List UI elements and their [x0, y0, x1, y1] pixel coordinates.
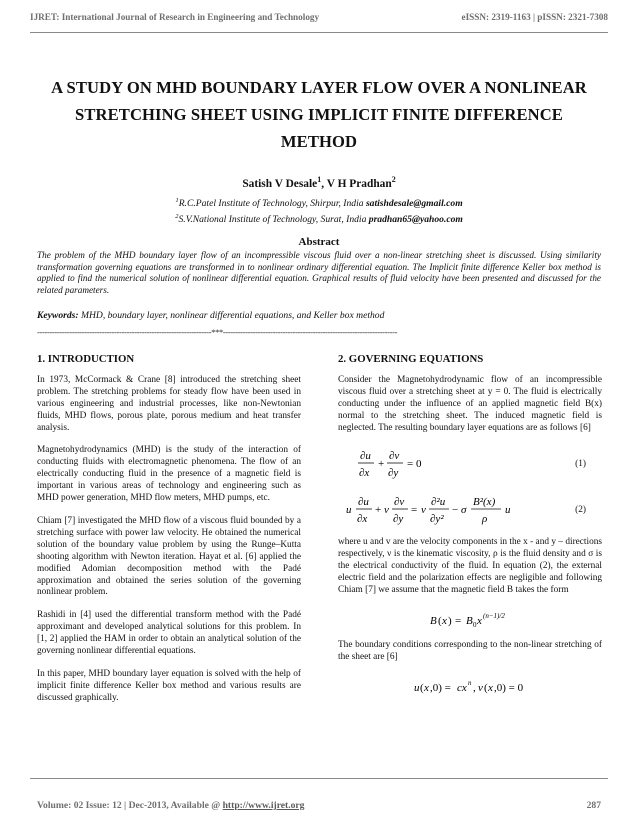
svg-text:x: x [424, 681, 429, 694]
intro-paragraph: Rashidi in [4] used the differential transform method with the Padé approximant and developed analytical solutions for this problem. In [1, 2] applied the HAM in order to obtain an analytical solution of the governing nonlinear differential equations. [37, 610, 301, 657]
svg-text:cx: cx [457, 681, 467, 694]
svg-text:=: = [411, 504, 418, 517]
svg-text:n: n [468, 678, 472, 687]
intro-heading: 1. INTRODUCTION [37, 353, 135, 365]
svg-text:∂y: ∂y [388, 467, 399, 480]
svg-text:,0) = 0: ,0) = 0 [494, 681, 524, 694]
equation-1-number: (1) [575, 459, 586, 470]
svg-text:u: u [346, 504, 352, 517]
header-rule [30, 32, 608, 33]
svg-text:B²(x): B²(x) [473, 496, 496, 509]
svg-text:+: + [378, 458, 385, 471]
svg-text:+: + [375, 504, 382, 517]
svg-text:(n−1)/2: (n−1)/2 [483, 611, 505, 620]
svg-text:∂y: ∂y [393, 513, 404, 526]
left-column [37, 354, 301, 716]
svg-text:(: ( [420, 681, 424, 694]
email-1[interactable]: satishdesale@gmail.com [365, 198, 463, 210]
svg-text:∂²u: ∂²u [431, 496, 446, 509]
svg-text:x: x [477, 614, 482, 627]
governing-paragraph-3: The boundary conditions corresponding to the non-linear stretching of the sheet are [6] [338, 639, 602, 662]
issn: eISSN: 2319-1163 | pISSN: 2321-7308 [461, 12, 608, 22]
intro-paragraph: In 1973, McCormack & Crane [8] introduced the stretching sheet problem. The stretching problems for steady flow have been used in various engineering and industrial processes, like non-Newtonian fluids, MHD flows, porous plate, porous medium and heat transfer analysis. [37, 374, 301, 433]
svg-text:ρ: ρ [482, 513, 488, 526]
author-1-sup: 1 [317, 175, 322, 184]
svg-text:v: v [384, 504, 389, 517]
svg-text:∂v: ∂v [394, 496, 405, 509]
journal-name: IJRET: International Journal of Research in Engineering and Technology [30, 12, 320, 22]
running-header [30, 12, 608, 22]
svg-text:−: − [452, 504, 459, 517]
svg-text:∂u: ∂u [358, 496, 369, 509]
abstract-heading: Abstract [298, 236, 340, 248]
svg-text:0: 0 [473, 620, 477, 629]
equation-1 [338, 445, 602, 485]
svg-text:v: v [478, 681, 483, 694]
governing-paragraph-1: Consider the Magnetohydrodynamic flow of an incompressible viscous fluid over a stretching sheet at y = 0. The fluid is electrically conducting under the influence of an applied magnetic field B(x) normal to the stretching sheet. The induced magnetic field is neglected. The resulting boundary layer equations are as follows [6] [338, 374, 602, 433]
governing-paragraph-2: where u and v are the velocity components in the x - and y – directions respectively, ν is the kinematic viscosity, ρ is the fluid density and σ is the electrical conductivity of the fluid. In equation (2), the external electric field and the polarization effects are negligible and following Chiam [7] we assume that the magnetic field B takes the form [338, 537, 602, 596]
svg-text:ν: ν [421, 504, 426, 517]
footer-rule [30, 778, 608, 779]
footer [37, 800, 601, 811]
svg-text:∂x: ∂x [359, 467, 370, 480]
author-1: Satish V Desale [242, 177, 318, 190]
magnetic-field-formula [338, 608, 602, 634]
svg-text:=: = [455, 614, 462, 627]
keywords [37, 310, 601, 321]
author-2: V H Pradhan [326, 177, 392, 190]
affiliation-1: $^1$R.C.Patel Institute of Technology, Shirpur, India satishdesale@gmail.com [175, 197, 463, 210]
equation-2 [338, 491, 602, 531]
equation-2-number: (2) [575, 505, 586, 516]
author-2-sup: 2 [391, 175, 396, 184]
svg-text:,: , [473, 681, 476, 694]
boundary-condition-formula [338, 675, 602, 701]
footer-volume: Volume: 02 Issue: 12 | Dec-2013, Available @ http://www.ijret.org [37, 800, 305, 811]
svg-text:∂v: ∂v [389, 450, 400, 463]
boundary-condition-equation [338, 675, 602, 701]
page-number: 287 [586, 800, 601, 811]
momentum-equation [338, 491, 568, 531]
svg-text:(: ( [484, 681, 488, 694]
svg-text:σ: σ [461, 504, 467, 517]
affiliation-2: $^2$S.V.National Institute of Technology, Surat, India pradhan65@yahoo.com [175, 213, 463, 226]
svg-text:∂x: ∂x [357, 513, 368, 526]
keywords-text: MHD, boundary layer, nonlinear differential equations, and Keller box method [78, 310, 385, 321]
magnetic-field-equation [338, 608, 602, 634]
right-column [338, 354, 602, 707]
svg-text:,0) =: ,0) = [430, 681, 451, 694]
governing-heading: 2. GOVERNING EQUATIONS [338, 353, 484, 365]
affiliations [0, 194, 638, 226]
intro-paragraph: In this paper, MHD boundary layer equation is solved with the help of implicit finite difference Keller box method and various results are discussed graphically. [37, 668, 301, 703]
svg-text:u: u [414, 681, 420, 694]
svg-text:): ) [448, 614, 452, 627]
section-divider: ----------------------------------------------------------------------***---------------------------------------------------------------------- [37, 328, 398, 337]
svg-text:∂y²: ∂y² [430, 513, 444, 526]
svg-text:B: B [430, 614, 437, 627]
svg-text:(: ( [438, 614, 442, 627]
svg-text:u: u [505, 504, 511, 517]
author-line [0, 175, 638, 190]
email-2[interactable]: pradhan65@yahoo.com [368, 214, 463, 226]
author-sep: , [321, 177, 327, 190]
keywords-label: Keywords: [37, 310, 79, 321]
svg-text:x: x [488, 681, 493, 694]
svg-text:= 0: = 0 [407, 458, 422, 471]
continuity-equation [338, 445, 538, 485]
svg-text:x: x [442, 614, 447, 627]
intro-paragraph: Magnetohydrodynamics (MHD) is the study of the interaction of conducting fluids with electromagnetic phenomena. The flow of an electrically conducting fluid in the presence of a magnetic field is important in various areas of technology and engineering such as MHD power generation, MHD flow meters, MHD pumps, etc. [37, 445, 301, 504]
svg-text:B: B [466, 614, 473, 627]
abstract-text: The problem of the MHD boundary layer flow of an incompressible viscous fluid over a non-linear stretching sheet is discussed. Using similarity transformation governing equations are transformed in to nonlinear ordinary differential equation. The Implicit finite difference Keller box method is applied to find the numerical solution of nonlinear differential equation. Graphical results of fluid velocity have been presented and discussed for the related parameters. [37, 250, 601, 295]
svg-text:∂u: ∂u [360, 450, 371, 463]
journal-link[interactable]: http://www.ijret.org [222, 800, 305, 811]
paper-title: A STUDY ON MHD BOUNDARY LAYER FLOW OVER A NONLINEAR STRETCHING SHEET USING IMPLICIT FINITE DIFFERENCE METHOD [51, 78, 587, 151]
intro-paragraph: Chiam [7] investigated the MHD flow of a viscous fluid bounded by a stretching surface with power law velocity. He obtained the numerical solution of the boundary value problem by using the Runge–Kutta shooting algorithm with Newton iteration. Hayat et al. [6] applied the modified Adomian decomposition method with the Padé approximation and obtained the series solution of the governing nonlinear problem. [37, 515, 301, 598]
